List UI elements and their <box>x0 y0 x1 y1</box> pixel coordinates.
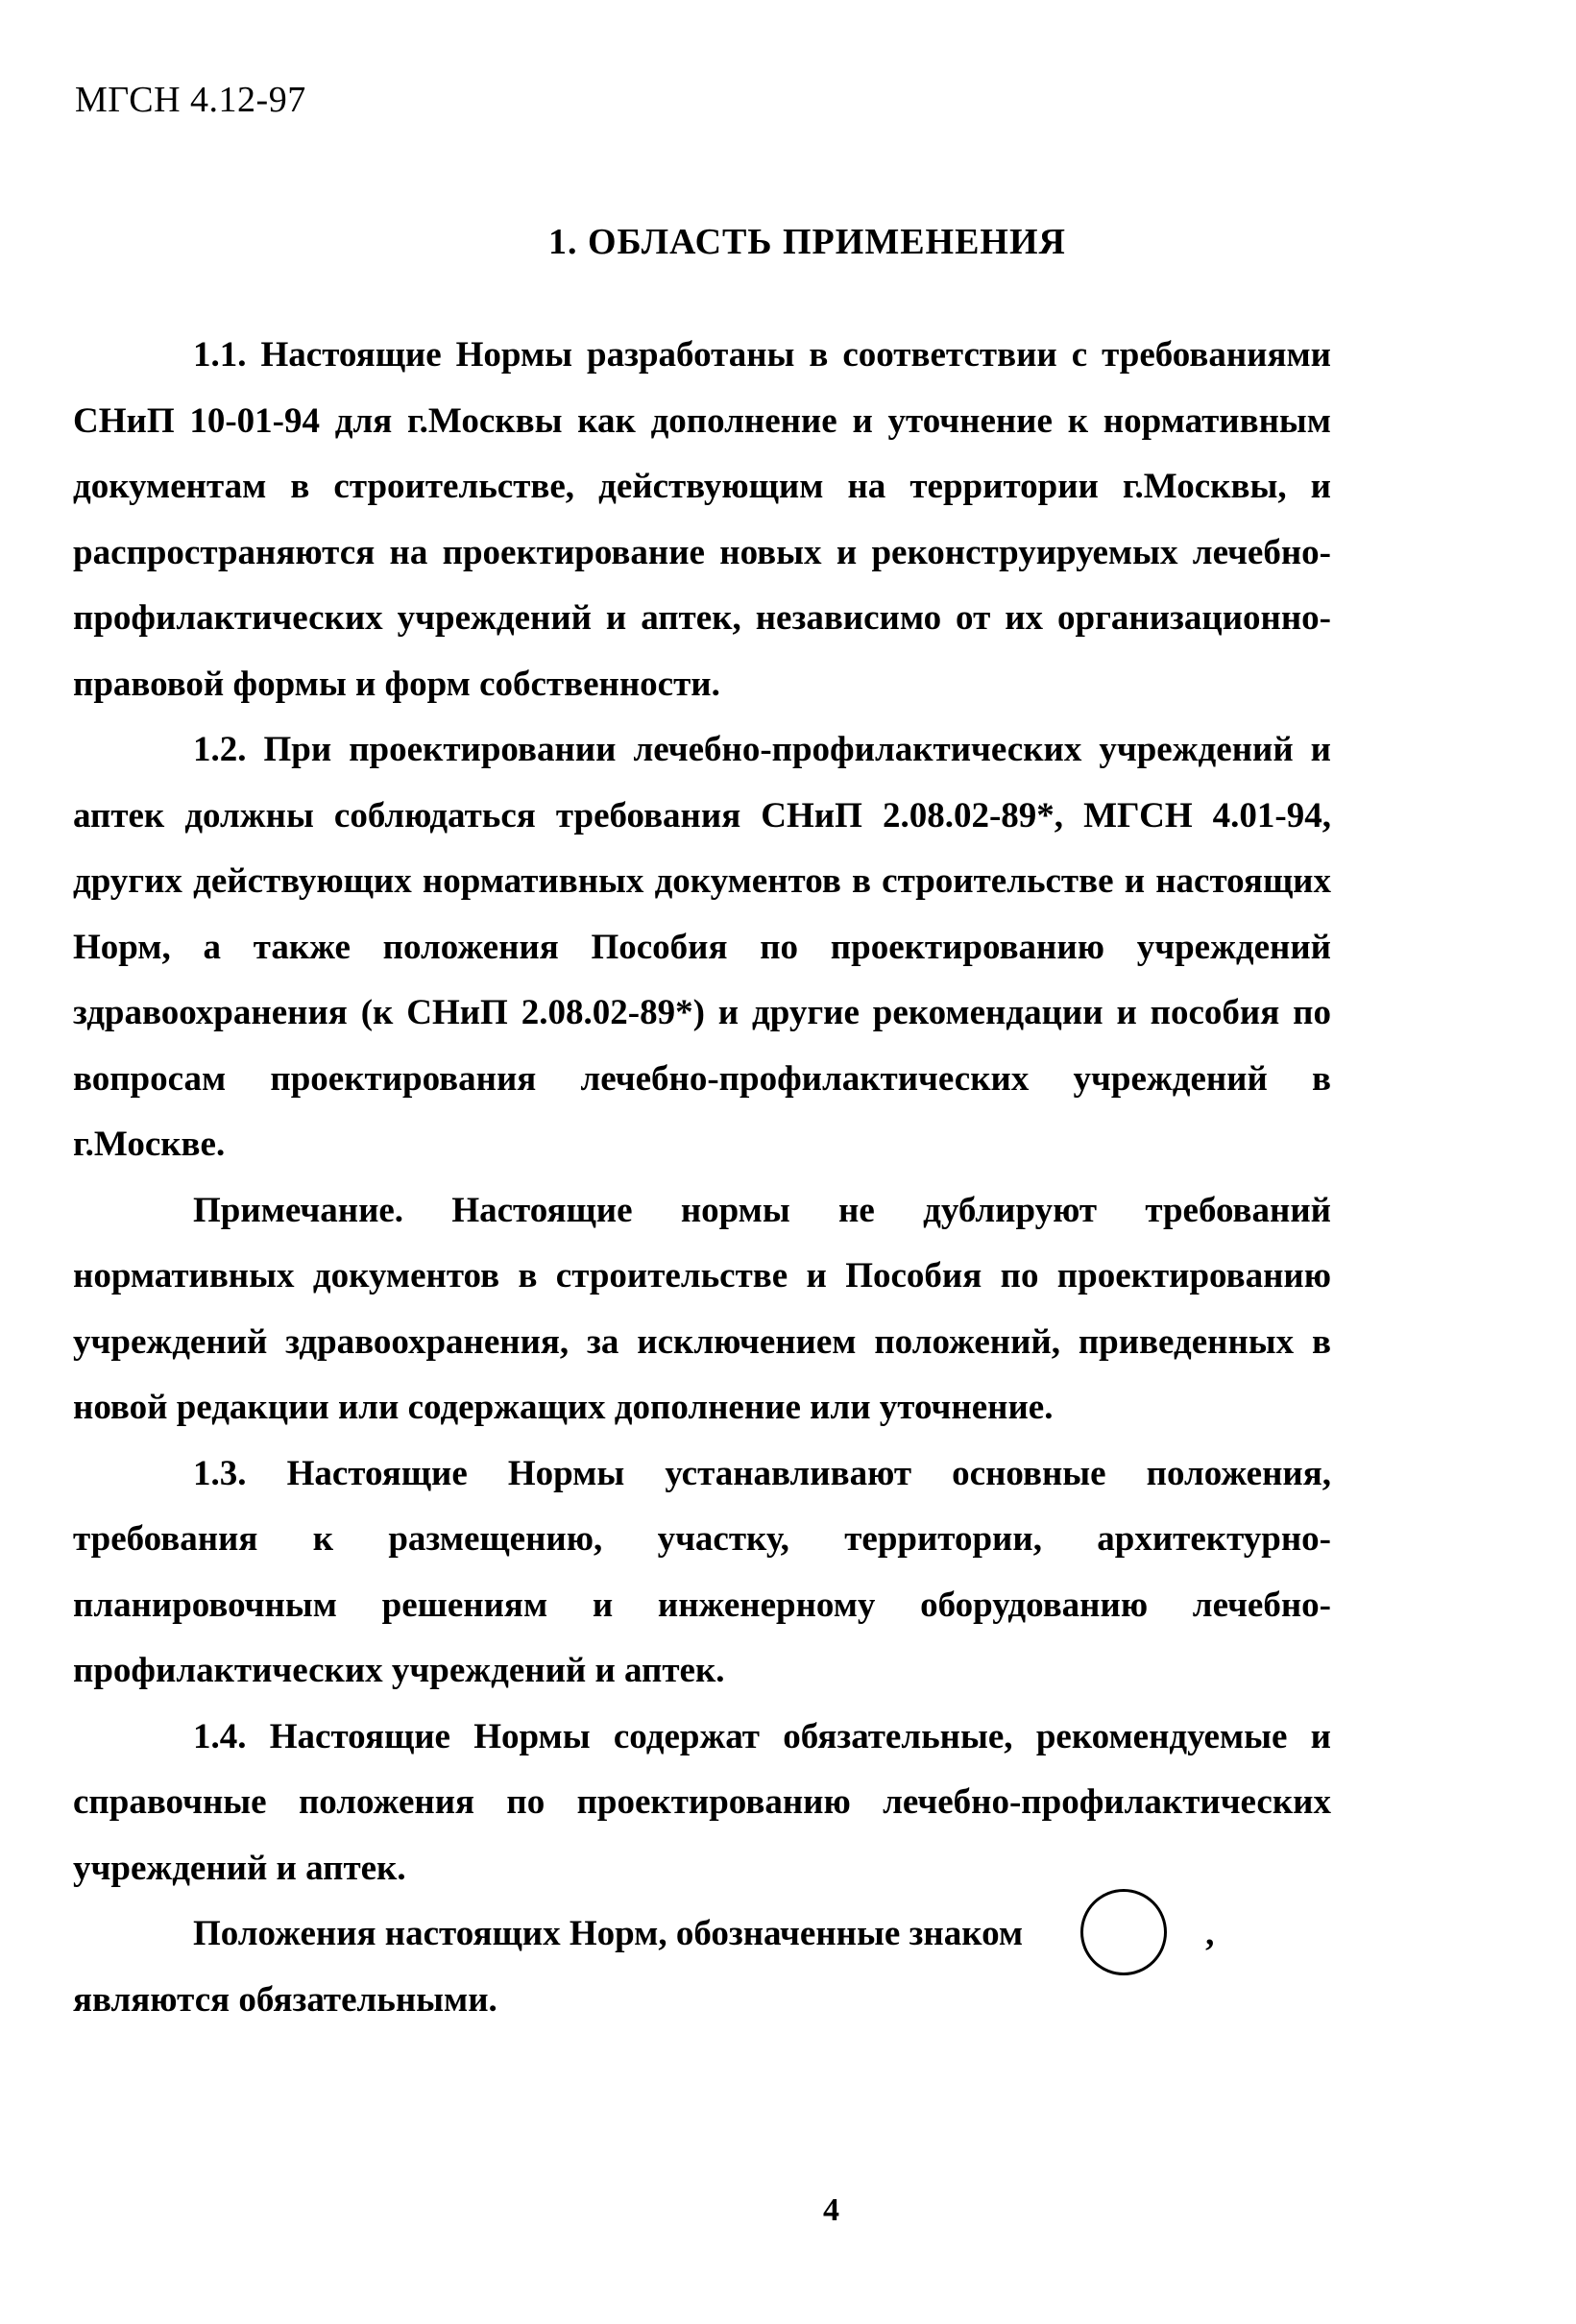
body-text <box>73 323 1331 2033</box>
document-code: МГСН 4.12-97 <box>75 80 306 120</box>
mandatory-circle-icon <box>1080 1889 1167 1975</box>
note-paragraph: Примечание. Настоящие нормы не дублируют требований нормативных документов в строительстве и Пособия по проектированию учреждений здравоохранения, за исключением положений, приведенных в новой редакции или содержащих дополнение или уточнение. <box>73 1190 1331 1427</box>
section-title: 1. ОБЛАСТЬ ПРИМЕНЕНИЯ <box>547 222 1066 262</box>
paragraph-1-3: 1.3. Настоящие Нормы устанавливают основные положения, требования к размещению, участку, территории, архитектурно-планировочным решениям и инженерному оборудованию лечебно-профилактических учреждений и аптек. <box>73 1453 1331 1690</box>
mandatory-paragraph <box>73 1901 1331 2033</box>
page-number: 4 <box>823 2192 839 2228</box>
mandatory-comma: , <box>1205 1914 1215 1953</box>
paragraph-1-2: 1.2. При проектировании лечебно-профилактических учреждений и аптек должны соблюдаться требования СНиП 2.08.02-89*, МГСН 4.01-94, других действующих нормативных документов в строительстве и настоящих Норм, а также положения Пособия по проектированию учреждений здравоохранения (к СНиП 2.08.02-89*) и другие рекомендации и пособия по вопросам проектирования лечебно-профилактических учреждений в г.Москве. <box>73 730 1331 1164</box>
paragraph-1-1: 1.1. Настоящие Нормы разработаны в соответствии с требованиями СНиП 10-01-94 для г.Москвы как дополнение и уточнение к нормативным документам в строительстве, действующим на территории г.Москвы, и распространяются на проектирование новых и реконструируемых лечебно-профилактических учреждений и аптек, независимо от их организационно-правовой формы и форм собственности. <box>73 335 1331 704</box>
mandatory-text: Положения настоящих Норм, обозначенные знаком <box>193 1914 1024 1953</box>
paragraph-1-4: 1.4. Настоящие Нормы содержат обязательные, рекомендуемые и справочные положения по проектированию лечебно-профилактических учреждений и аптек. <box>73 1716 1331 1888</box>
mandatory-end-text: являются обязательными. <box>73 1979 497 2020</box>
